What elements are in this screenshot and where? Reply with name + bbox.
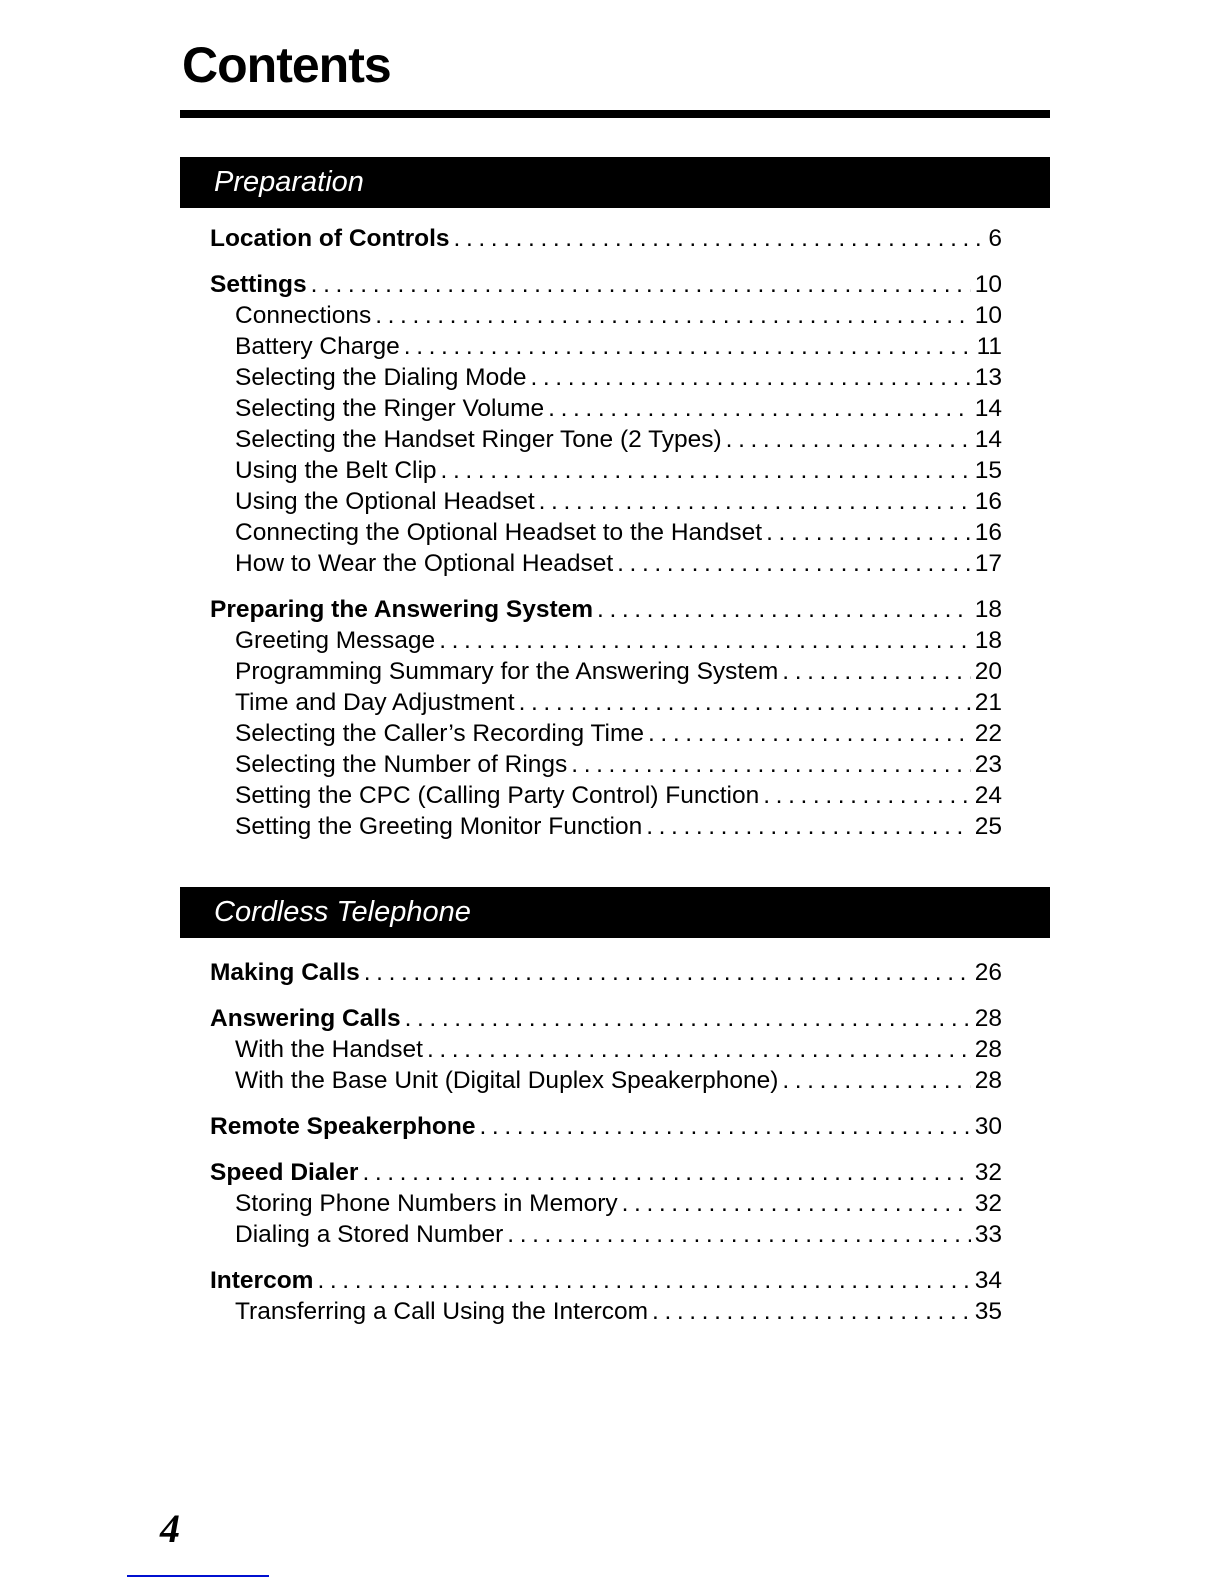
entry-label: Battery Charge <box>235 333 400 360</box>
dot-leader <box>362 1157 970 1188</box>
toc-subentry[interactable] <box>210 1188 1002 1219</box>
toc-entry[interactable] <box>210 1003 1002 1034</box>
entry-page: 30 <box>974 1113 1002 1140</box>
entry-page: 6 <box>988 225 1002 252</box>
entry-page: 15 <box>974 457 1002 484</box>
entry-label: Selecting the Dialing Mode <box>235 364 527 391</box>
entry-label: Intercom <box>210 1267 314 1294</box>
toc-entry[interactable] <box>210 1157 1002 1188</box>
entry-label: Selecting the Handset Ringer Tone (2 Types) <box>235 426 722 453</box>
dot-leader <box>317 1265 970 1296</box>
toc-entry[interactable] <box>210 1111 1002 1142</box>
toc-subentry[interactable] <box>210 455 1002 486</box>
entry-label: Time and Day Adjustment <box>235 689 515 716</box>
toc-group <box>210 1157 1002 1250</box>
toc-subentry[interactable] <box>210 548 1002 579</box>
toc-section-preparation <box>210 223 1002 857</box>
entry-label: Making Calls <box>210 959 360 986</box>
entry-page: 28 <box>974 1036 1002 1063</box>
toc-group <box>210 223 1002 254</box>
toc-group <box>210 594 1002 842</box>
dot-leader <box>480 1111 971 1142</box>
dot-leader <box>539 486 971 517</box>
entry-label: Connecting the Optional Headset to the Handset <box>235 519 763 546</box>
dot-leader <box>782 1065 970 1096</box>
dot-leader <box>763 780 970 811</box>
dot-leader <box>548 393 971 424</box>
toc-subentry[interactable] <box>210 1296 1002 1327</box>
entry-page: 14 <box>974 426 1002 453</box>
entry-label: Remote Speakerphone <box>210 1113 476 1140</box>
toc-subentry[interactable] <box>210 749 1002 780</box>
toc-entry[interactable] <box>210 594 1002 625</box>
entry-page: 24 <box>974 782 1002 809</box>
toc-subentry[interactable] <box>210 656 1002 687</box>
page-number: 4 <box>160 1506 180 1551</box>
toc-section-cordless-telephone <box>210 957 1002 1342</box>
entry-label: Selecting the Number of Rings <box>235 751 568 778</box>
toc-subentry[interactable] <box>210 718 1002 749</box>
entry-page: 13 <box>974 364 1002 391</box>
entry-label: Greeting Message <box>235 627 436 654</box>
dot-leader <box>782 656 970 687</box>
toc-subentry[interactable] <box>210 1034 1002 1065</box>
toc-subentry[interactable] <box>210 780 1002 811</box>
entry-page: 17 <box>974 550 1002 577</box>
dot-leader <box>519 687 971 718</box>
page-title: Contents <box>182 37 391 93</box>
dot-leader <box>405 1003 971 1034</box>
entry-label: Transferring a Call Using the Intercom <box>235 1298 649 1325</box>
entry-label: Selecting the Ringer Volume <box>235 395 545 422</box>
toc-entry[interactable] <box>210 957 1002 988</box>
dot-leader <box>441 455 971 486</box>
entry-page: 21 <box>974 689 1002 716</box>
entry-label: Storing Phone Numbers in Memory <box>235 1190 618 1217</box>
toc-group <box>210 957 1002 988</box>
dot-leader <box>530 362 970 393</box>
entry-label: Setting the Greeting Monitor Function <box>235 813 643 840</box>
entry-label: Settings <box>210 271 307 298</box>
entry-label: Selecting the Caller’s Recording Time <box>235 720 644 747</box>
entry-page: 32 <box>974 1159 1002 1186</box>
entry-page: 25 <box>974 813 1002 840</box>
toc-entry[interactable] <box>210 223 1002 254</box>
entry-label: Programming Summary for the Answering System <box>235 658 779 685</box>
toc-subentry[interactable] <box>210 687 1002 718</box>
dot-leader <box>597 594 971 625</box>
entry-page: 33 <box>974 1221 1002 1248</box>
toc-group <box>210 1265 1002 1327</box>
toc-group <box>210 1111 1002 1142</box>
dot-leader <box>427 1034 971 1065</box>
toc-subentry[interactable] <box>210 424 1002 455</box>
entry-page: 26 <box>974 959 1002 986</box>
dot-leader <box>439 625 971 656</box>
toc-group <box>210 1003 1002 1096</box>
dot-leader <box>622 1188 971 1219</box>
dot-leader <box>571 749 970 780</box>
link-underline <box>127 1575 269 1577</box>
dot-leader <box>648 718 971 749</box>
dot-leader <box>375 300 971 331</box>
entry-label: Location of Controls <box>210 225 450 252</box>
toc-subentry[interactable] <box>210 1219 1002 1250</box>
entry-page: 20 <box>974 658 1002 685</box>
entry-label: How to Wear the Optional Headset <box>235 550 614 577</box>
entry-page: 10 <box>974 302 1002 329</box>
dot-leader <box>454 223 985 254</box>
section-heading-preparation: Preparation <box>180 157 1050 208</box>
toc-subentry[interactable] <box>210 517 1002 548</box>
dot-leader <box>311 269 971 300</box>
entry-label: Dialing a Stored Number <box>235 1221 504 1248</box>
dot-leader <box>617 548 971 579</box>
toc-subentry[interactable] <box>210 486 1002 517</box>
section-heading-cordless-telephone: Cordless Telephone <box>180 887 1050 938</box>
entry-page: 10 <box>974 271 1002 298</box>
entry-page: 34 <box>974 1267 1002 1294</box>
entry-page: 11 <box>976 333 1002 360</box>
toc-group <box>210 269 1002 579</box>
toc-subentry[interactable] <box>210 393 1002 424</box>
entry-page: 23 <box>974 751 1002 778</box>
entry-page: 28 <box>974 1067 1002 1094</box>
entry-label: Speed Dialer <box>210 1159 359 1186</box>
entry-label: With the Base Unit (Digital Duplex Speakerphone) <box>235 1067 779 1094</box>
entry-label: Preparing the Answering System <box>210 596 594 623</box>
title-rule <box>180 110 1050 118</box>
entry-label: Using the Optional Headset <box>235 488 535 515</box>
entry-page: 18 <box>974 596 1002 623</box>
entry-page: 28 <box>974 1005 1002 1032</box>
entry-label: Setting the CPC (Calling Party Control) Function <box>235 782 760 809</box>
toc-subentry[interactable] <box>210 300 1002 331</box>
toc-subentry[interactable] <box>210 362 1002 393</box>
entry-label: Answering Calls <box>210 1005 401 1032</box>
toc-subentry[interactable] <box>210 1065 1002 1096</box>
entry-page: 16 <box>974 488 1002 515</box>
entry-page: 16 <box>974 519 1002 546</box>
entry-label: With the Handset <box>235 1036 423 1063</box>
toc-subentry[interactable] <box>210 811 1002 842</box>
entry-page: 22 <box>974 720 1002 747</box>
dot-leader <box>652 1296 971 1327</box>
toc-subentry[interactable] <box>210 331 1002 362</box>
dot-leader <box>766 517 971 548</box>
entry-label: Using the Belt Clip <box>235 457 437 484</box>
dot-leader <box>364 957 971 988</box>
dot-leader <box>646 811 971 842</box>
toc-entry[interactable] <box>210 1265 1002 1296</box>
entry-label: Connections <box>235 302 372 329</box>
entry-page: 35 <box>974 1298 1002 1325</box>
dot-leader <box>507 1219 970 1250</box>
dot-leader <box>404 331 973 362</box>
entry-page: 32 <box>974 1190 1002 1217</box>
entry-page: 14 <box>974 395 1002 422</box>
dot-leader <box>726 424 971 455</box>
toc-subentry[interactable] <box>210 625 1002 656</box>
toc-entry[interactable] <box>210 269 1002 300</box>
entry-page: 18 <box>974 627 1002 654</box>
